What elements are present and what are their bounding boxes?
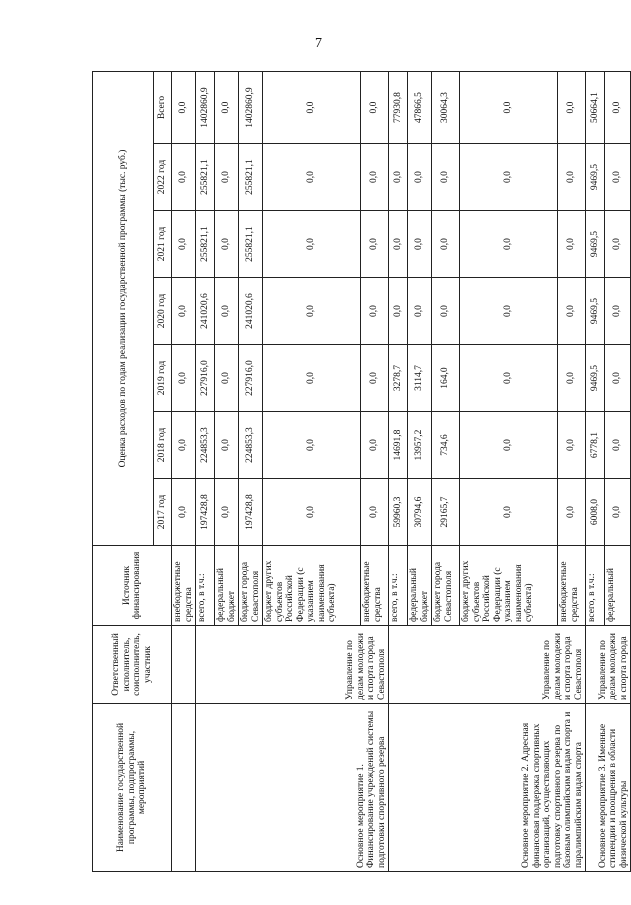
program-name-cell: Основное мероприятие 2. Адресная финансовая поддержка спортивных организаций, осуществляющих подготовку спортивного резерва по базовым олимпийским видам спорта и паралимпийским видам спорта — [389, 704, 586, 872]
value-cell: 0,0 — [172, 345, 196, 412]
value-cell: 0,0 — [389, 211, 408, 278]
executor-cell: Управление по делам молодежи и спорта города Севастополя — [389, 626, 586, 704]
value-cell: 0,0 — [605, 345, 631, 412]
value-cell: 0,0 — [605, 412, 631, 479]
value-cell: 0,0 — [172, 211, 196, 278]
value-cell: 9469,5 — [586, 278, 605, 345]
rotated-table-wrapper — [92, 72, 629, 872]
empty-executor-cell — [172, 626, 196, 704]
source-cell: всего, в т.ч.: — [389, 546, 408, 626]
year-header: 2017 год — [154, 479, 172, 546]
value-cell: 0,0 — [605, 144, 631, 211]
value-cell: 0,0 — [263, 345, 361, 412]
value-cell: 0,0 — [605, 479, 631, 546]
value-cell: 13957,2 — [408, 412, 432, 479]
value-cell: 224853,3 — [239, 412, 263, 479]
value-cell: 197428,8 — [239, 479, 263, 546]
executor-cell: Управление по делам молодежи и спорта города Севастополя — [196, 626, 389, 704]
value-cell: 0,0 — [361, 479, 389, 546]
value-cell: 0,0 — [460, 71, 558, 143]
year-header: 2021 год — [154, 211, 172, 278]
value-cell: 1402860,9 — [196, 71, 215, 143]
value-cell: 0,0 — [263, 71, 361, 143]
value-cell: 0,0 — [263, 479, 361, 546]
year-header: 2022 год — [154, 144, 172, 211]
value-cell: 0,0 — [215, 211, 239, 278]
value-cell: 0,0 — [460, 278, 558, 345]
value-cell: 0,0 — [172, 278, 196, 345]
value-cell: 0,0 — [460, 345, 558, 412]
value-cell: 14691,8 — [389, 412, 408, 479]
value-cell: 0,0 — [605, 71, 631, 143]
col-header-estimate: Оценка расходов по годам реализации государственной программы (тыс. руб.) — [93, 71, 154, 545]
value-cell: 0,0 — [432, 144, 460, 211]
source-cell: внебюджетные средства — [558, 546, 586, 626]
value-cell: 0,0 — [408, 211, 432, 278]
source-cell: бюджет города Севастополя — [239, 546, 263, 626]
value-cell: 0,0 — [558, 211, 586, 278]
table-row — [389, 71, 408, 871]
value-cell: 3278,7 — [389, 345, 408, 412]
source-cell: внебюджетные средства — [172, 546, 196, 626]
value-cell: 0,0 — [263, 211, 361, 278]
col-header-name: Наименование государственной программы, подпрограммы, мероприятий — [93, 704, 172, 872]
value-cell: 0,0 — [558, 345, 586, 412]
expenses-table — [92, 71, 631, 872]
value-cell: 30064,3 — [432, 71, 460, 143]
value-cell: 0,0 — [172, 412, 196, 479]
value-cell: 0,0 — [215, 278, 239, 345]
value-cell: 0,0 — [263, 278, 361, 345]
value-cell: 0,0 — [432, 278, 460, 345]
value-cell: 0,0 — [215, 144, 239, 211]
value-cell: 0,0 — [558, 479, 586, 546]
executor-cell: Управление по делам молодежи и спорта города — [586, 626, 631, 704]
table-row — [172, 71, 196, 871]
value-cell: 255821,1 — [239, 144, 263, 211]
value-cell: 0,0 — [263, 412, 361, 479]
value-cell: 0,0 — [172, 71, 196, 143]
value-cell: 29165,7 — [432, 479, 460, 546]
value-cell: 0,0 — [361, 144, 389, 211]
value-cell: 6778,1 — [586, 412, 605, 479]
program-name-cell: Основное мероприятие 3. Именные стипендии и поощрения в области физической культуры — [586, 704, 631, 872]
value-cell: 241020,6 — [239, 278, 263, 345]
source-cell: федеральный бюджет — [215, 546, 239, 626]
source-cell: всего, в т.ч.: — [586, 546, 605, 626]
value-cell: 59960,3 — [389, 479, 408, 546]
source-cell: бюджет города Севастополя — [432, 546, 460, 626]
header-row — [93, 71, 154, 871]
value-cell: 0,0 — [361, 345, 389, 412]
source-cell: бюджет других субъектов Российской Федерации (с указанием наименования субъекта) — [263, 546, 361, 626]
value-cell: 9469,5 — [586, 144, 605, 211]
value-cell: 0,0 — [389, 144, 408, 211]
source-cell: бюджет других субъектов Российской Федерации (с указанием наименования субъекта) — [460, 546, 558, 626]
page-number: 7 — [315, 36, 322, 51]
value-cell: 6008,0 — [586, 479, 605, 546]
value-cell: 0,0 — [558, 71, 586, 143]
source-cell: федеральный бюджет — [408, 546, 432, 626]
value-cell: 9469,5 — [586, 211, 605, 278]
value-cell: 0,0 — [215, 71, 239, 143]
value-cell: 0,0 — [460, 144, 558, 211]
value-cell: 0,0 — [605, 278, 631, 345]
value-cell: 224853,3 — [196, 412, 215, 479]
value-cell: 1402860,9 — [239, 71, 263, 143]
table-row — [196, 71, 215, 871]
table-row — [586, 71, 605, 871]
value-cell: 0,0 — [460, 211, 558, 278]
value-cell: 255821,1 — [196, 144, 215, 211]
value-cell: 0,0 — [172, 479, 196, 546]
value-cell: 30794,6 — [408, 479, 432, 546]
value-cell: 0,0 — [460, 479, 558, 546]
program-name-cell: Основное мероприятие 1. Финансирование учреждений системы подготовки спортивного резерва — [196, 704, 389, 872]
year-header: 2019 год — [154, 345, 172, 412]
value-cell: 0,0 — [361, 278, 389, 345]
value-cell: 47866,5 — [408, 71, 432, 143]
value-cell: 255821,1 — [196, 211, 215, 278]
value-cell: 0,0 — [558, 412, 586, 479]
source-cell: федеральный — [605, 546, 631, 626]
value-cell: 0,0 — [408, 278, 432, 345]
value-cell: 0,0 — [558, 144, 586, 211]
year-header: 2018 год — [154, 412, 172, 479]
col-header-source: Источник финансирования — [93, 546, 172, 626]
value-cell: 0,0 — [361, 71, 389, 143]
source-cell: внебюджетные средства — [361, 546, 389, 626]
value-cell: 77930,8 — [389, 71, 408, 143]
year-header: 2020 год — [154, 278, 172, 345]
value-cell: 0,0 — [263, 144, 361, 211]
value-cell: 9469,5 — [586, 345, 605, 412]
source-cell: всего, в т.ч.: — [196, 546, 215, 626]
value-cell: 0,0 — [389, 278, 408, 345]
value-cell: 255821,1 — [239, 211, 263, 278]
value-cell: 0,0 — [215, 345, 239, 412]
value-cell: 734,6 — [432, 412, 460, 479]
value-cell: 0,0 — [558, 278, 586, 345]
year-header: Всего — [154, 71, 172, 143]
value-cell: 0,0 — [215, 412, 239, 479]
empty-name-cell — [172, 704, 196, 872]
value-cell: 164,0 — [432, 345, 460, 412]
value-cell: 3114,7 — [408, 345, 432, 412]
value-cell: 50664,1 — [586, 71, 605, 143]
value-cell: 227916,0 — [239, 345, 263, 412]
value-cell: 197428,8 — [196, 479, 215, 546]
value-cell: 0,0 — [432, 211, 460, 278]
value-cell: 0,0 — [361, 211, 389, 278]
value-cell: 0,0 — [605, 211, 631, 278]
value-cell: 0,0 — [361, 412, 389, 479]
value-cell: 0,0 — [460, 412, 558, 479]
value-cell: 0,0 — [172, 144, 196, 211]
col-header-executor: Ответственный исполнитель, соисполнитель, участник — [93, 626, 172, 704]
value-cell: 241020,6 — [196, 278, 215, 345]
value-cell: 227916,0 — [196, 345, 215, 412]
value-cell: 0,0 — [215, 479, 239, 546]
value-cell: 0,0 — [408, 144, 432, 211]
